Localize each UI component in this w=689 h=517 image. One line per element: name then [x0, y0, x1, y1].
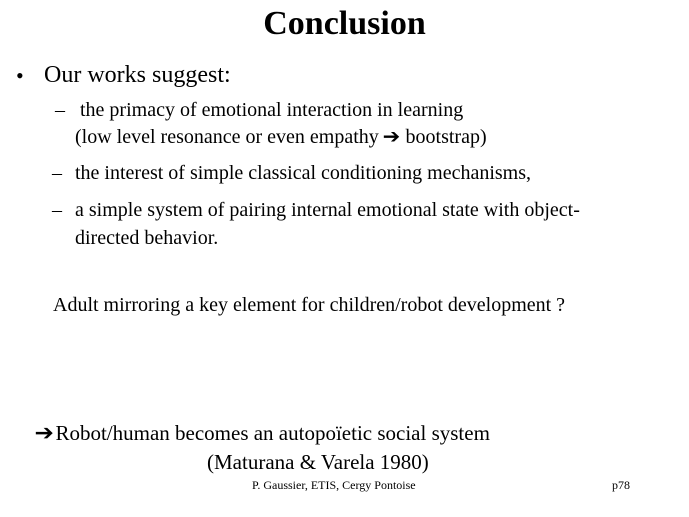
- footer-author: P. Gaussier, ETIS, Cergy Pontoise: [252, 478, 416, 492]
- subitem-1-line-2-after: bootstrap): [405, 126, 487, 148]
- citation-text: (Maturana & Varela 1980): [207, 450, 429, 474]
- page-number: p78: [612, 478, 630, 492]
- dash-marker: –: [52, 199, 62, 221]
- subitem-3-line-2: directed behavior.: [75, 227, 219, 249]
- conclusion-text: Robot/human becomes an autopoïetic social system: [55, 421, 490, 445]
- subitem-2-line-1: the interest of simple classical conditioning mechanisms,: [75, 162, 532, 184]
- bullet-text: Our works suggest:: [44, 62, 231, 88]
- subitem-3-line-1: a simple system of pairing internal emotional state with object-: [75, 199, 580, 221]
- dash-marker: –: [55, 99, 65, 121]
- subitem-1-line-1: the primacy of emotional interaction in learning: [80, 99, 464, 121]
- question-text: Adult mirroring a key element for children/robot development ?: [53, 294, 566, 316]
- bullet-marker: •: [16, 63, 24, 88]
- dash-marker: –: [52, 162, 62, 184]
- slide-title: Conclusion: [263, 5, 426, 42]
- right-arrow-icon: ➔: [382, 126, 400, 148]
- subitem-1-line-2-before: (low level resonance or even empathy: [75, 126, 379, 148]
- right-arrow-icon: ➔: [34, 420, 54, 445]
- conclusion-line: [35, 420, 490, 446]
- subitem-1-line-2: [75, 124, 487, 150]
